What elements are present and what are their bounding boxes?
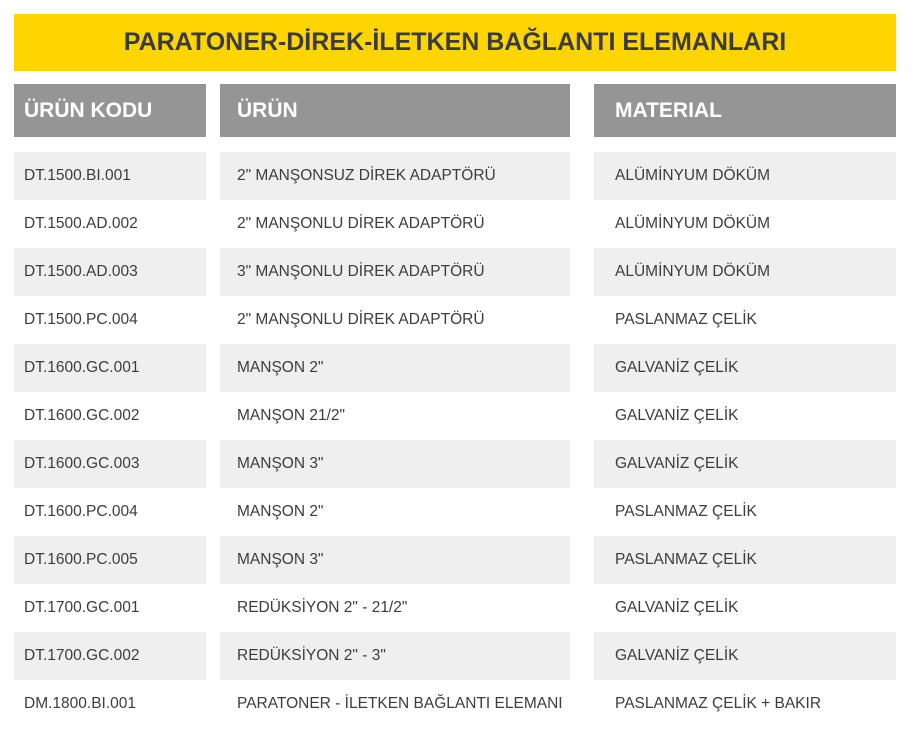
cell-material: PASLANMAZ ÇELİK + BAKIR: [615, 695, 822, 712]
cell-code: DT.1600.PC.004: [24, 503, 138, 520]
cell-code: DT.1700.GC.001: [24, 599, 140, 616]
cell-product: MANŞON 3": [220, 536, 570, 584]
table-row: [0, 584, 911, 632]
table-row: [0, 200, 911, 248]
cell-code: DT.1600.PC.005: [14, 536, 206, 584]
table-row: [0, 152, 911, 200]
cell-material: GALVANİZ ÇELİK: [594, 440, 896, 488]
cell-material: GALVANİZ ÇELİK: [594, 344, 896, 392]
cell-code: DT.1600.GC.001: [14, 344, 206, 392]
cell-product: 3" MANŞONLU DİREK ADAPTÖRÜ: [220, 248, 570, 296]
cell-product: REDÜKSİYON 2" - 3": [220, 632, 570, 680]
table-row: [0, 632, 911, 680]
table-row: [0, 392, 911, 440]
cell-code: DT.1600.GC.002: [24, 407, 140, 424]
cell-code: DT.1500.AD.003: [14, 248, 206, 296]
cell-product: MANŞON 2": [237, 503, 324, 520]
table-row: [0, 344, 911, 392]
cell-code: DT.1500.PC.004: [24, 311, 138, 328]
title-bar: [14, 14, 896, 71]
cell-product: MANŞON 2": [220, 344, 570, 392]
table-row: [0, 296, 911, 344]
cell-product: 2" MANŞONSUZ DİREK ADAPTÖRÜ: [220, 152, 570, 200]
cell-material: GALVANİZ ÇELİK: [615, 407, 739, 424]
table-row: [0, 680, 911, 728]
table-row: [0, 536, 911, 584]
cell-material: PASLANMAZ ÇELİK: [615, 311, 757, 328]
table-row: [0, 488, 911, 536]
cell-material: PASLANMAZ ÇELİK: [594, 536, 896, 584]
cell-product: 2" MANŞONLU DİREK ADAPTÖRÜ: [237, 215, 485, 232]
cell-code: DT.1700.GC.002: [14, 632, 206, 680]
cell-product: 2" MANŞONLU DİREK ADAPTÖRÜ: [237, 311, 485, 328]
cell-code: DM.1800.BI.001: [24, 695, 137, 712]
cell-material: ALÜMİNYUM DÖKÜM: [594, 152, 896, 200]
header-code: ÜRÜN KODU: [14, 84, 206, 137]
cell-material: ALÜMİNYUM DÖKÜM: [594, 248, 896, 296]
cell-code: DT.1500.BI.001: [14, 152, 206, 200]
cell-code: DT.1600.GC.003: [14, 440, 206, 488]
cell-product: PARATONER - İLETKEN BAĞLANTI ELEMANI: [237, 695, 563, 712]
product-table: [0, 152, 911, 728]
table-row: [0, 440, 911, 488]
page-title: PARATONER-DİREK-İLETKEN BAĞLANTI ELEMANLARI: [123, 28, 787, 56]
cell-product: MANŞON 3": [220, 440, 570, 488]
cell-material: GALVANİZ ÇELİK: [594, 632, 896, 680]
table-row: [0, 248, 911, 296]
header-material: MATERIAL: [594, 84, 896, 137]
cell-material: PASLANMAZ ÇELİK: [615, 503, 757, 520]
cell-code: DT.1500.AD.002: [24, 215, 138, 232]
cell-material: GALVANİZ ÇELİK: [615, 599, 739, 616]
cell-product: MANŞON 21/2": [237, 407, 346, 424]
cell-material: ALÜMİNYUM DÖKÜM: [615, 215, 771, 232]
cell-product: REDÜKSİYON 2" - 21/2": [237, 599, 408, 616]
header-product: ÜRÜN: [220, 84, 570, 137]
